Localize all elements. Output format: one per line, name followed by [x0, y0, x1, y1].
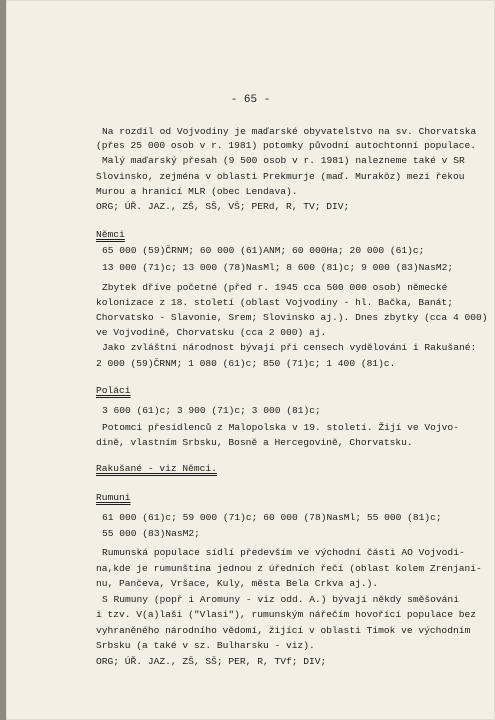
text-line: Rumunská populace sídlí především ve východní části AO Vojvodi- — [102, 547, 465, 558]
section-heading: Rakušané - viz Němci. — [96, 463, 217, 474]
text-line: Slovinsko, zejména v oblasti Prekmurje (maď. Muraköz) mezi řekou — [96, 171, 465, 182]
text-line: Jako zvláštní národnost bývají při censech vydělování i Rakušané: — [102, 342, 477, 353]
text-line: Chorvatsko - Slavonie, Srem; Slovinsko aj.). Dnes zbytky (cca 4 000) — [96, 312, 488, 323]
text-line: nu, Pančeva, Vršace, Kuly, města Bela Crkva aj.). — [96, 578, 379, 589]
text-line: ORG; ÚŘ. JAZ., ZŠ, SŠ; PER, R, TVf; DIV; — [96, 656, 327, 667]
text-line: Murou a hranicí MLR (obec Lendava). — [96, 186, 298, 197]
text-line: ve Vojvodině, Chorvatsku (cca 2 000) aj. — [96, 327, 327, 338]
text-line: Zbytek dříve početné (před r. 1945 cca 500 000 osob) německé — [102, 282, 448, 293]
text-line: 61 000 (61)c; 59 000 (71)c; 60 000 (78)NasMl; 55 000 (81)c; — [102, 512, 442, 523]
section-heading: Rumuni — [96, 492, 131, 503]
text-line: Srbsku (a také v sz. Bulharsku - viz). — [96, 640, 315, 651]
text-line: S Rumuny (popř i Aromuny - viz odd. A.) bývají někdy směšováni — [102, 594, 459, 605]
page-number: - 65 - — [230, 94, 271, 106]
document-page — [6, 0, 495, 720]
text-line: vyhraněného národního vědomí, žijící v oblasti Timok ve východním — [96, 625, 471, 636]
text-line: 65 000 (59)ČRNM; 60 000 (61)ANM; 60 000Ha; 20 000 (61)c; — [102, 245, 425, 256]
section-heading: Němci — [96, 229, 125, 240]
text-line: Malý maďarský přesah (9 500 osob v r. 1981) nalezneme také v SR — [102, 155, 465, 166]
text-line: 3 600 (61)c; 3 900 (71)c; 3 000 (81)c; — [102, 405, 321, 416]
text-line: Na rozdíl od Vojvodiny je maďarské obyvatelstvo na sv. Chorvatska — [102, 126, 477, 137]
text-line: i tzv. V(a)laši ("Vlasi"), rumunským nářečím hovořící populace bez — [96, 609, 476, 620]
text-line: 2 000 (59)ČRNM; 1 080 (61)c; 850 (71)c; 1 400 (81)c. — [96, 358, 396, 369]
text-line: na,kde je rumunština jednou z úředních řečí (oblast kolem Zrenjani- — [96, 563, 482, 574]
text-line: Potomci přesídlenců z Malopolska v 19. století. Žijí ve Vojvo- — [102, 422, 459, 433]
text-line: 55 000 (83)NasM2; — [102, 528, 200, 539]
text-line: (přes 25 000 osob v r. 1981) potomky původní autochtonní populace. — [96, 140, 476, 151]
text-line: 13 000 (71)c; 13 000 (78)NasMl; 8 600 (81)c; 9 000 (83)NasM2; — [102, 262, 454, 273]
text-line: ORG; ÚŘ. JAZ., ZŠ, SŠ, VŠ; PERd, R, TV; DIV; — [96, 201, 350, 212]
section-heading: Poláci — [96, 385, 131, 396]
text-line: kolonizace z 18. století (oblast Vojvodiny - hl. Bačka, Banát; — [96, 297, 453, 308]
text-line: dině, vlastním Srbsku, Bosně a Hercegovině, Chorvatsku. — [96, 437, 413, 448]
